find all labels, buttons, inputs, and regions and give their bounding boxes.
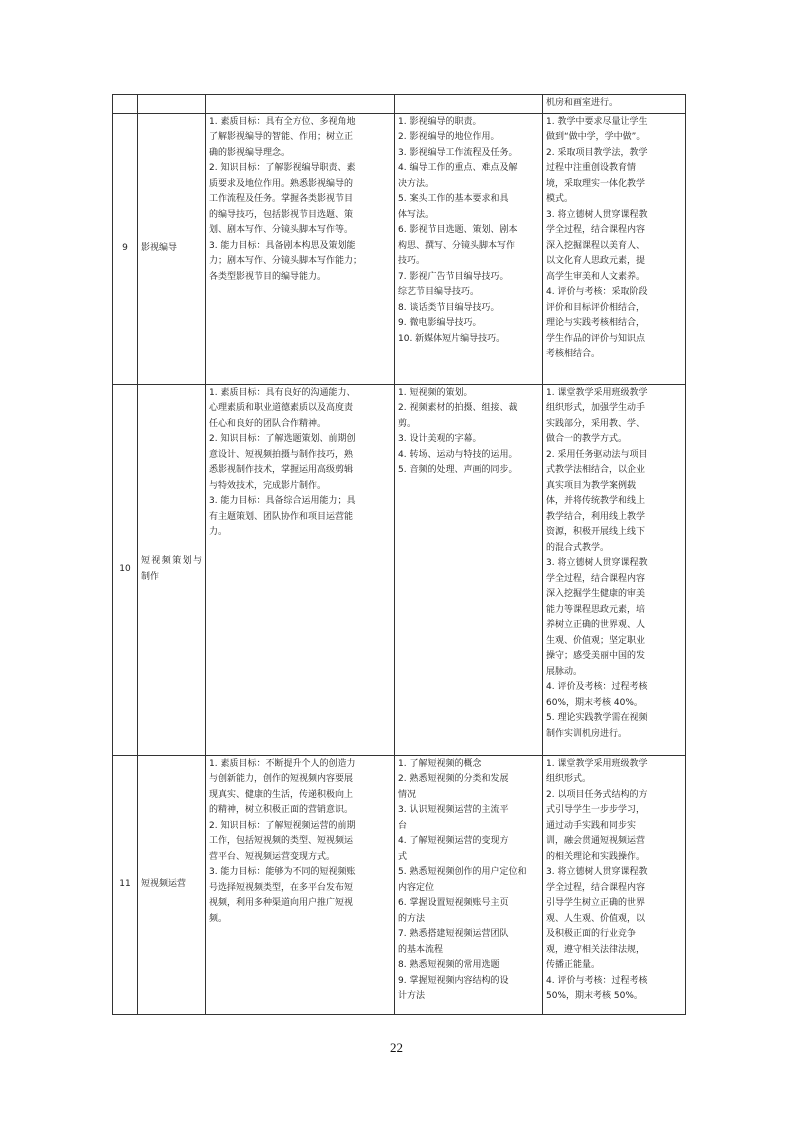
goal-line: 1. 素质目标：不断提升个人的创造力 bbox=[209, 758, 356, 769]
approach-line: 学生作品的评价与知识点 bbox=[546, 333, 646, 344]
approach-line: 1. 课堂教学采用班级教学 bbox=[546, 387, 648, 398]
course-goals-cell bbox=[206, 384, 395, 755]
goal-line: 有主题策划、团队协作和项目运营能 bbox=[209, 511, 354, 522]
approach-line: 境，采取理实一体化教学 bbox=[546, 178, 646, 189]
content-line: 的基本流程 bbox=[398, 944, 444, 955]
approach-line: 生观、价值观；坚定职业 bbox=[546, 635, 646, 646]
content-line: 构思、撰写、分镜头脚本写作 bbox=[398, 240, 516, 251]
approach-line: 能力等课程思政元素，培 bbox=[546, 604, 646, 615]
approach-line: 做合一的教学方式。 bbox=[546, 434, 628, 444]
approach-line: 2. 采取项目教学法，教学 bbox=[546, 147, 648, 158]
approach-line: 传播正能量。 bbox=[546, 960, 601, 970]
course-name: 短视频运营 bbox=[141, 878, 187, 889]
goal-line: 1. 素质目标：具有良好的沟通能力、 bbox=[209, 387, 356, 398]
approach-line: 实践部分，采用教、学、 bbox=[546, 418, 646, 429]
goal-line: 的精神，树立积极正面的营销意识。 bbox=[209, 805, 354, 815]
approach-line: 机房和画室进行。 bbox=[546, 98, 619, 108]
approach-line: 观，遵守相关法律法规， bbox=[546, 944, 646, 955]
content-line: 5. 音频的处理、声画的同步。 bbox=[398, 465, 518, 475]
goal-line: 与特效技术，完成影片制作。 bbox=[209, 480, 327, 491]
table-row bbox=[113, 384, 686, 755]
course-name-cell bbox=[138, 384, 206, 755]
table-row bbox=[113, 95, 686, 114]
approach-line: 组织形式。 bbox=[546, 774, 592, 784]
approach-line: 通过动手实践和同步实 bbox=[546, 820, 637, 831]
course-number-cell bbox=[113, 95, 138, 114]
approach-line: 学全过程，结合课程内容 bbox=[546, 882, 646, 893]
approach-line: 3. 将立德树人贯穿课程教 bbox=[546, 867, 648, 877]
content-line: 1. 影视编导的职责。 bbox=[398, 116, 482, 127]
course-table-body bbox=[113, 95, 686, 1015]
course-name: 影视编导 bbox=[141, 242, 178, 253]
content-line: 8. 熟悉短视频的常用选题 bbox=[398, 960, 500, 970]
content-line: 3. 设计美观的字幕。 bbox=[398, 434, 482, 444]
approach-line: 理论与实践考核相结合， bbox=[546, 318, 646, 328]
approach-line: 式引导学生一步步学习， bbox=[546, 805, 646, 815]
goal-line: 悉影视制作技术，掌握运用高级剪辑 bbox=[209, 465, 354, 475]
goal-line: 2. 知识目标：了解选题策划、前期创 bbox=[209, 434, 356, 444]
approach-line: 2. 以项目任务式结构的方 bbox=[546, 789, 648, 800]
approach-line: 1. 课堂教学采用班级教学 bbox=[546, 758, 648, 769]
goal-line: 的编导技巧，包括影视节目选题、策 bbox=[209, 209, 354, 220]
course-goals-cell bbox=[206, 113, 395, 384]
content-line: 的方法 bbox=[398, 913, 426, 924]
content-line: 7. 熟悉搭建短视频运营团队 bbox=[398, 929, 509, 939]
content-line: 8. 谈话类节目编导技巧。 bbox=[398, 302, 500, 313]
course-name-cell bbox=[138, 755, 206, 1014]
goal-line: 了解影视编导的智能、作用；树立正 bbox=[209, 132, 354, 142]
course-number-cell bbox=[113, 384, 138, 755]
goal-line: 工作，包括短视频的类型、短视频运 bbox=[209, 836, 354, 846]
goal-line: 1. 素质目标：具有全方位、多视角地 bbox=[209, 116, 356, 127]
approach-line: 60%，期末考核 40%。 bbox=[546, 697, 643, 708]
content-line: 2. 熟悉短视频的分类和发展 bbox=[398, 774, 509, 784]
goal-line: 3. 能力目标：具备综合运用能力；具 bbox=[209, 496, 356, 506]
content-line: 综艺节目编导技巧。 bbox=[398, 287, 480, 297]
goal-line: 号选择短视频类型，在多平台发布短 bbox=[209, 882, 354, 893]
content-line: 3. 影视编导工作流程及任务。 bbox=[398, 147, 518, 158]
page-number: 22 bbox=[390, 1040, 403, 1055]
approach-line: 过程中注重创设教育情 bbox=[546, 163, 637, 173]
table-row bbox=[113, 113, 686, 384]
content-line: 9. 掌握短视频内容结构的设 bbox=[398, 975, 509, 986]
content-line: 技巧。 bbox=[398, 256, 426, 266]
approach-line: 4. 评价与考核：过程考核 bbox=[546, 975, 648, 986]
goal-line: 确的影视编导理念。 bbox=[209, 147, 291, 158]
course-goals-cell bbox=[206, 755, 395, 1014]
approach-line: 考核相结合。 bbox=[546, 349, 601, 359]
course-number: 11 bbox=[119, 878, 131, 889]
course-approach-cell bbox=[543, 384, 686, 755]
course-approach-cell bbox=[543, 113, 686, 384]
content-line: 内容定位 bbox=[398, 882, 435, 893]
approach-line: 教学结合，利用线上教学 bbox=[546, 511, 646, 522]
course-number-cell bbox=[113, 755, 138, 1014]
content-line: 式 bbox=[398, 851, 408, 862]
goal-line: 3. 能力目标：能够为不同的短视频账 bbox=[209, 867, 356, 877]
course-name: 短视频策划与制作 bbox=[141, 556, 202, 582]
course-content-cell bbox=[395, 113, 543, 384]
goal-line: 任心和良好的团队合作精神。 bbox=[209, 418, 327, 429]
approach-line: 深入挖掘学生健康的审美 bbox=[546, 589, 646, 599]
approach-line: 的相关理论和实践操作。 bbox=[546, 851, 646, 862]
goal-line: 2. 知识目标：了解短视频运营的前期 bbox=[209, 820, 356, 831]
approach-line: 高学生审美和人文素养。 bbox=[546, 271, 646, 282]
course-name-cell bbox=[138, 95, 206, 114]
goal-line: 3. 能力目标：具备剧本构思及策划能 bbox=[209, 240, 356, 251]
goal-line: 视频，利用多种渠道向用户推广短视 bbox=[209, 898, 354, 908]
approach-line: 深入挖掘课程以美育人、 bbox=[546, 240, 646, 251]
course-number: 10 bbox=[119, 563, 131, 574]
approach-line: 操守；感受美丽中国的发 bbox=[546, 651, 646, 661]
goal-line: 营平台、短视频运营变现方式。 bbox=[209, 851, 336, 862]
content-line: 7. 影视广告节目编导技巧。 bbox=[398, 271, 509, 282]
approach-line: 引导学生树立正确的世界 bbox=[546, 898, 646, 908]
course-content-cell bbox=[395, 384, 543, 755]
approach-line: 观、人生观、价值观，以 bbox=[546, 913, 646, 924]
content-line: 2. 视频素材的拍摄、组接、裁 bbox=[398, 403, 518, 413]
approach-line: 学全过程，结合课程内容 bbox=[546, 573, 646, 584]
approach-line: 做到“做中学，学中做”。 bbox=[546, 132, 646, 142]
course-goals-cell bbox=[206, 95, 395, 114]
approach-line: 以文化育人思政元素，提 bbox=[546, 256, 646, 266]
course-number: 9 bbox=[122, 242, 128, 253]
content-line: 4. 了解短视频运营的变现方 bbox=[398, 836, 509, 846]
approach-line: 2. 采用任务驱动法与项目 bbox=[546, 449, 648, 460]
approach-line: 5. 理论实践教学需在视频 bbox=[546, 713, 648, 723]
approach-line: 真实项目为教学案例载 bbox=[546, 480, 637, 491]
goal-line: 与创新能力，创作的短视频内容要展 bbox=[209, 774, 354, 784]
goal-line: 工作流程及任务。掌握各类影视节目 bbox=[209, 194, 354, 204]
content-line: 计方法 bbox=[398, 991, 426, 1001]
approach-line: 4. 评价与考核：采取阶段 bbox=[546, 287, 648, 297]
approach-line: 展脉动。 bbox=[546, 666, 583, 677]
goal-line: 频。 bbox=[209, 913, 228, 924]
course-table bbox=[112, 94, 686, 1015]
content-line: 4. 编导工作的重点、难点及解 bbox=[398, 163, 518, 173]
course-content-cell bbox=[395, 755, 543, 1014]
approach-line: 组织形式，加强学生动手 bbox=[546, 403, 646, 413]
approach-line: 评价和目标评价相结合， bbox=[546, 302, 646, 313]
goal-line: 力；剧本写作、分镜头脚本写作能力； bbox=[209, 256, 363, 266]
approach-line: 4. 评价及考核：过程考核 bbox=[546, 682, 648, 692]
content-line: 情况 bbox=[398, 789, 417, 800]
approach-line: 资源，积极开展线上线下 bbox=[546, 527, 646, 537]
goal-line: 划、剧本写作、分镜头脚本写作等。 bbox=[209, 225, 354, 235]
approach-line: 50%，期末考核 50%。 bbox=[546, 991, 643, 1001]
course-approach-cell bbox=[543, 95, 686, 114]
approach-line: 式教学法相结合，以企业 bbox=[546, 465, 646, 475]
goal-line: 意设计、短视频拍摄与制作技巧，熟 bbox=[209, 449, 354, 460]
content-line: 1. 短视频的策划。 bbox=[398, 387, 473, 398]
content-line: 6. 影视节目选题、策划、剧本 bbox=[398, 225, 518, 235]
goal-line: 各类型影视节目的编导能力。 bbox=[209, 271, 327, 282]
content-line: 10. 新媒体短片编导技巧。 bbox=[398, 333, 506, 344]
approach-line: 模式。 bbox=[546, 194, 574, 204]
approach-line: 学全过程，结合课程内容 bbox=[546, 225, 646, 235]
goal-line: 心理素质和职业道德素质以及高度责 bbox=[209, 403, 354, 413]
content-line: 1. 了解短视频的概念 bbox=[398, 758, 482, 769]
content-line: 剪。 bbox=[398, 418, 417, 429]
content-line: 台 bbox=[398, 820, 408, 831]
approach-line: 1. 教学中要求尽量让学生 bbox=[546, 116, 648, 127]
goal-line: 现真实、健康的生活，传递积极向上 bbox=[209, 789, 354, 800]
table-row bbox=[113, 755, 686, 1014]
approach-line: 制作实训机房进行。 bbox=[546, 728, 628, 739]
approach-line: 养树立正确的世界观、人 bbox=[546, 620, 646, 630]
content-line: 决方法。 bbox=[398, 178, 435, 189]
course-approach-cell bbox=[543, 755, 686, 1014]
course-number-cell bbox=[113, 113, 138, 384]
approach-line: 训，融会贯通短视频运营 bbox=[546, 836, 646, 846]
content-line: 5. 案头工作的基本要求和具 bbox=[398, 194, 509, 204]
content-line: 4. 转场、运动与特技的运用。 bbox=[398, 449, 518, 460]
content-line: 9. 微电影编导技巧。 bbox=[398, 318, 482, 328]
content-line: 3. 认识短视频运营的主流平 bbox=[398, 805, 509, 815]
content-line: 体写法。 bbox=[398, 209, 435, 220]
approach-line: 3. 将立德树人贯穿课程教 bbox=[546, 209, 648, 220]
approach-line: 3. 将立德树人贯穿课程教 bbox=[546, 558, 648, 568]
approach-line: 的混合式教学。 bbox=[546, 542, 610, 553]
content-line: 6. 掌握设置短视频账号主页 bbox=[398, 898, 509, 908]
approach-line: 及积极正面的行业竞争 bbox=[546, 929, 637, 939]
goal-line: 力。 bbox=[209, 527, 228, 537]
content-line: 5. 熟悉短视频创作的用户定位和 bbox=[398, 867, 527, 877]
course-content-cell bbox=[395, 95, 543, 114]
goal-line: 质要求及地位作用。熟悉影视编导的 bbox=[209, 178, 354, 189]
content-line: 2. 影视编导的地位作用。 bbox=[398, 132, 500, 142]
goal-line: 2. 知识目标：了解影视编导职责、素 bbox=[209, 163, 356, 173]
course-name-cell bbox=[138, 113, 206, 384]
approach-line: 体，并将传统教学和线上 bbox=[546, 496, 646, 506]
